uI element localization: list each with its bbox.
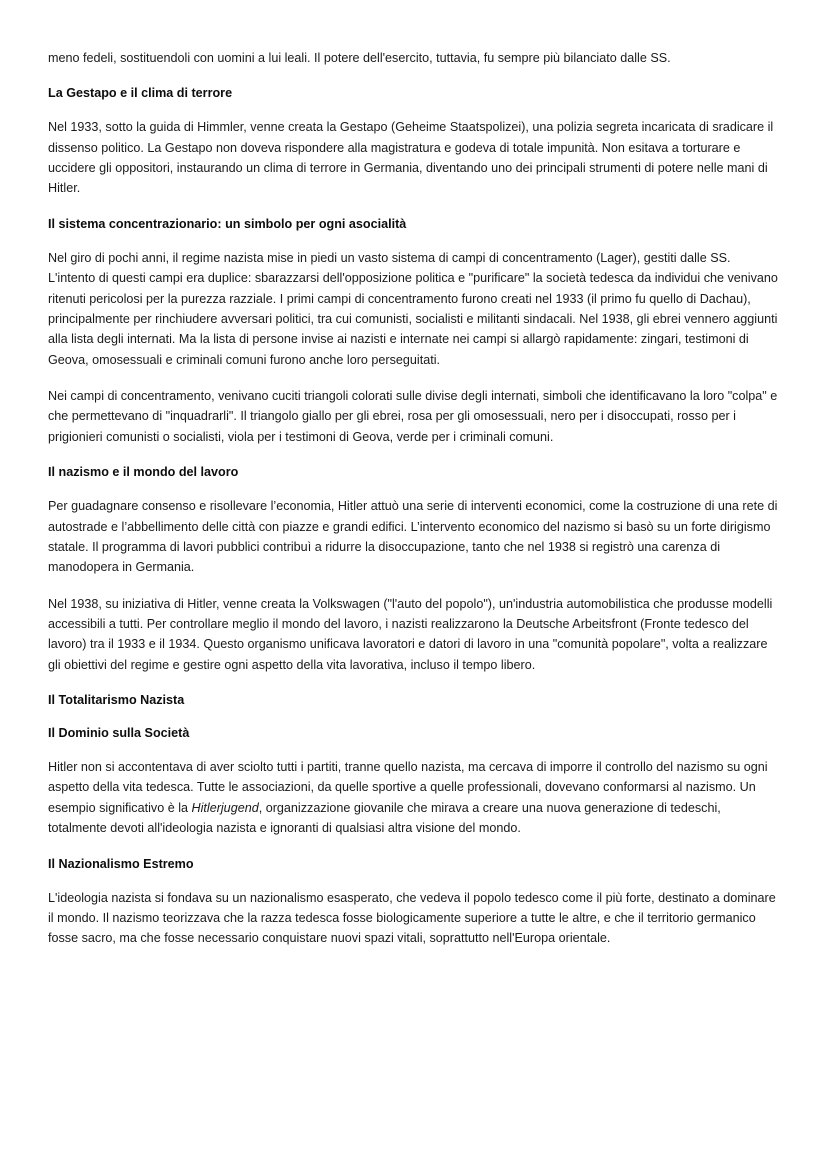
body-paragraph: Nel giro di pochi anni, il regime nazista mise in piedi un vasto sistema di campi di concentramento (Lager), gestiti dalle SS. L'intento di questi campi era duplice: sbarazzarsi dell'opposizione politica e "purificare" la società tedesca da individui che venivano ritenuti pericolosi per la purezza razziale. I primi campi di concentramento furono creati nel 1933 (il primo fu quello di Dachau), principalmente per rinchiudere avversari politici, tra cui comunisti, socialisti e militanti sindacali. Nel 1938, gli ebrei vennero aggiunti alla lista degli internati. Ma la lista di persone invise ai nazisti e internate nei campi si allargò rapidamente: zingari, testimoni di Geova, omosessuali e criminali comuni furono anche loro perseguitati.: [48, 250, 778, 367]
emphasis-text: Hitlerjugend: [191, 800, 259, 815]
section-heading: Il sistema concentrazionario: un simbolo per ogni asocialità: [48, 216, 407, 231]
body-paragraph: Nel 1933, sotto la guida di Himmler, venne creata la Gestapo (Geheime Staatspolizei), una polizia segreta incaricata di sradicare il dissenso politico. La Gestapo non doveva rispondere alla magistratura e godeva di totale impunità. Non esitava a torturare e uccidere gli oppositori, instaurando un clima di terrore in Germania, diventando uno dei principali strumenti di potere nelle mani di Hitler.: [48, 120, 774, 196]
document-body: [48, 48, 780, 949]
section-heading: La Gestapo e il clima di terrore: [48, 86, 233, 101]
section-heading: Il Dominio sulla Società: [48, 726, 190, 741]
body-paragraph: L'ideologia nazista si fondava su un nazionalismo esasperato, che vedeva il popolo tedesco come il più forte, destinato a dominare il mondo. Il nazismo teorizzava che la razza tedesca fosse biologicamente superiore a tutte le altre, e che il territorio germanico fosse sacro, ma che fosse necessario conquistare nuovi spazi vitali, soprattutto nell'Europa orientale.: [48, 890, 776, 946]
section-heading: Il nazismo e il mondo del lavoro: [48, 465, 239, 480]
text-run: Hitler non si accontentava di aver sciolto tutti i partiti, tranne quello nazista, ma cercava di imporre il controllo del nazismo su ogni aspetto della vita tedesca. Tutte le associazioni, da quelle sportive a quelle professionali, dovevano conformarsi al nazismo. Un esempio significativo è la: [48, 760, 768, 815]
section-heading: Il Nazionalismo Estremo: [48, 856, 194, 871]
body-paragraph: Per guadagnare consenso e risollevare l’economia, Hitler attuò una serie di interventi economici, come la costruzione di una rete di autostrade e l’abbellimento delle città con piazze e grandi edifici. L’intervento economico del nazismo si basò su un forte dirigismo statale. Il programma di lavori pubblici contribuì a ridurre la disoccupazione, tanto che nel 1938 si registrò una carenza di manodopera in Germania.: [48, 499, 778, 575]
text-run: , organizzazione giovanile che mirava a creare una nuova generazione di tedeschi, totalmente devoti all'ideologia nazista e ignoranti di qualsiasi altra visione del mondo.: [48, 800, 721, 836]
section-heading: Il Totalitarismo Nazista: [48, 693, 185, 708]
body-paragraph: meno fedeli, sostituendoli con uomini a lui leali. Il potere dell'esercito, tuttavia, fu sempre più bilanciato dalle SS.: [48, 51, 671, 65]
body-paragraph: Nel 1938, su iniziativa di Hitler, venne creata la Volkswagen ("l'auto del popolo"), un'industria automobilistica che produsse modelli accessibili a tutti. Per controllare meglio il mondo del lavoro, i nazisti realizzarono la Deutsche Arbeitsfront (Fronte tedesco del lavoro) tra il 1933 e il 1934. Questo organismo unificava lavoratori e datori di lavoro in una "comunità popolare", volta a realizzare gli obiettivi del regime e gestire ogni aspetto della vita lavorativa, incluso il tempo libero.: [48, 596, 773, 672]
body-paragraph: [48, 757, 780, 839]
body-paragraph: Nei campi di concentramento, venivano cuciti triangoli colorati sulle divise degli internati, simboli che identificavano la loro "colpa" e che permettevano di "inquadrarli". Il triangolo giallo per gli ebrei, rosa per gli omosessuali, nero per i disoccupati, rosso per i prigionieri comunisti o socialisti, viola per i testimoni di Geova, verde per i criminali comuni.: [48, 389, 778, 444]
